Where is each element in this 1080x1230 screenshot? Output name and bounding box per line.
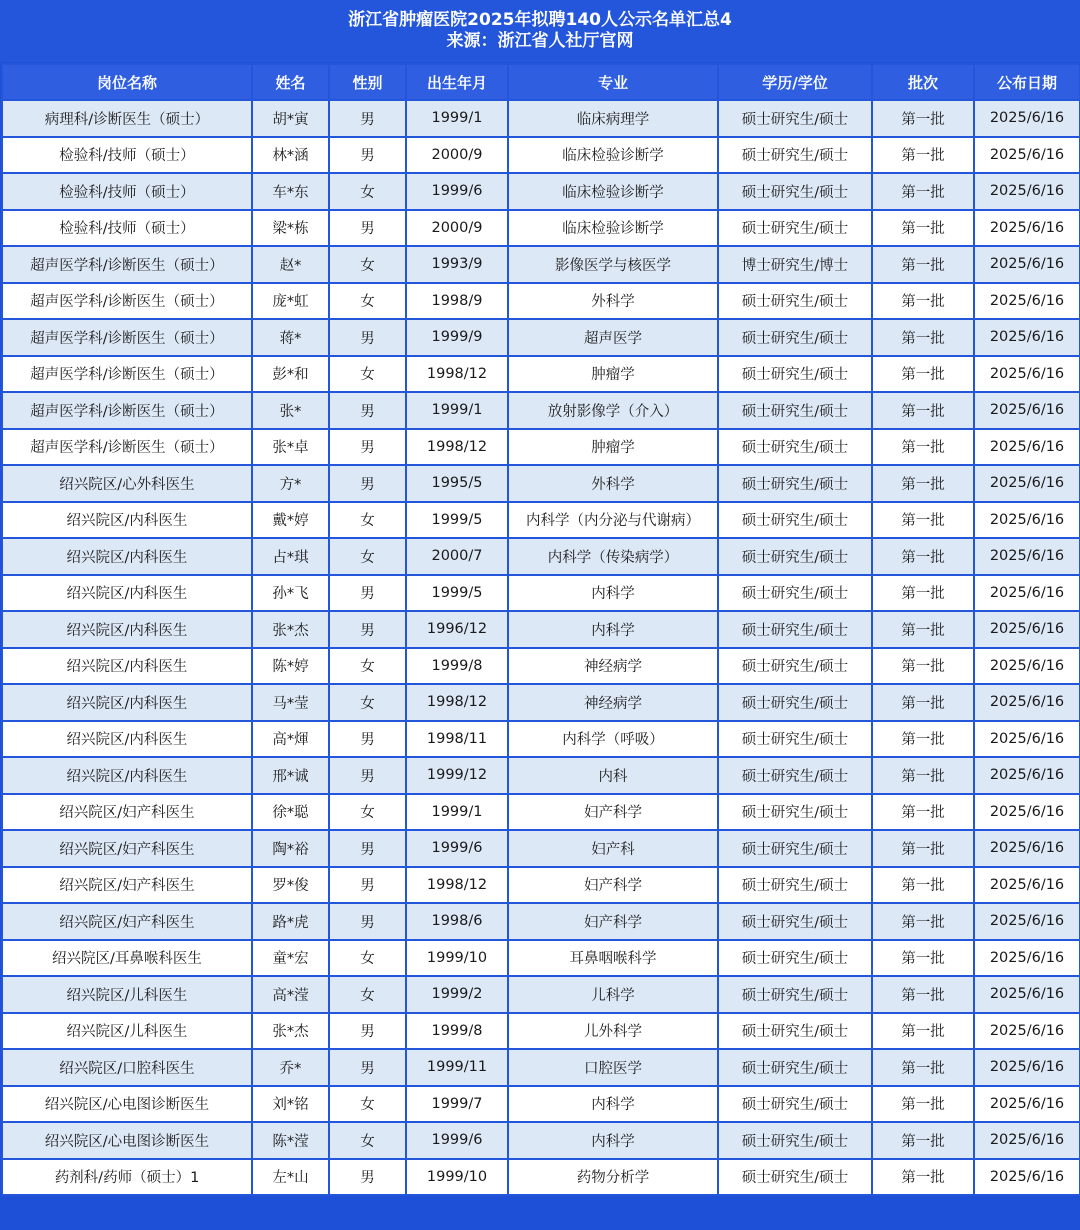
position-cell: 绍兴院区/妇产科医生	[2, 867, 252, 904]
position-cell: 绍兴院区/妇产科医生	[2, 794, 252, 831]
degree-cell: 博士研究生/博士	[718, 246, 872, 283]
name-cell: 赵*	[252, 246, 329, 283]
name-cell: 胡*寅	[252, 100, 329, 137]
birth-cell: 1999/8	[406, 648, 508, 685]
gender-cell: 女	[329, 1086, 406, 1123]
batch-cell: 第一批	[872, 1086, 974, 1123]
gender-cell: 男	[329, 137, 406, 174]
name-cell: 张*卓	[252, 429, 329, 466]
date-cell: 2025/6/16	[974, 538, 1080, 575]
date-cell: 2025/6/16	[974, 1159, 1080, 1196]
name-cell: 邢*诚	[252, 757, 329, 794]
title-banner	[0, 0, 1080, 62]
roster-table	[1, 63, 1080, 1196]
name-cell: 路*虎	[252, 903, 329, 940]
name-cell: 彭*和	[252, 356, 329, 393]
batch-cell: 第一批	[872, 100, 974, 137]
major-cell: 妇产科学	[508, 903, 718, 940]
gender-cell: 男	[329, 210, 406, 247]
date-cell: 2025/6/16	[974, 100, 1080, 137]
batch-cell: 第一批	[872, 757, 974, 794]
batch-cell: 第一批	[872, 1159, 974, 1196]
table-row	[2, 903, 1080, 940]
degree-cell: 硕士研究生/硕士	[718, 1049, 872, 1086]
batch-cell: 第一批	[872, 721, 974, 758]
birth-cell: 1999/6	[406, 173, 508, 210]
birth-cell: 1995/5	[406, 465, 508, 502]
major-cell: 儿科学	[508, 976, 718, 1013]
table-row	[2, 794, 1080, 831]
position-cell: 绍兴院区/妇产科医生	[2, 903, 252, 940]
position-cell: 绍兴院区/心外科医生	[2, 465, 252, 502]
batch-cell: 第一批	[872, 210, 974, 247]
degree-cell: 硕士研究生/硕士	[718, 137, 872, 174]
major-cell: 肿瘤学	[508, 356, 718, 393]
position-cell: 绍兴院区/内科医生	[2, 611, 252, 648]
position-cell: 绍兴院区/耳鼻喉科医生	[2, 940, 252, 977]
document-title: 浙江省肿瘤医院2025年拟聘140人公示名单汇总4	[348, 10, 732, 30]
degree-cell: 硕士研究生/硕士	[718, 210, 872, 247]
major-cell: 外科学	[508, 465, 718, 502]
position-cell: 病理科/诊断医生（硕士）	[2, 100, 252, 137]
degree-cell: 硕士研究生/硕士	[718, 611, 872, 648]
date-cell: 2025/6/16	[974, 1122, 1080, 1159]
position-cell: 绍兴院区/内科医生	[2, 684, 252, 721]
date-cell: 2025/6/16	[974, 794, 1080, 831]
name-cell: 车*东	[252, 173, 329, 210]
birth-cell: 1999/1	[406, 392, 508, 429]
table-row	[2, 611, 1080, 648]
degree-cell: 硕士研究生/硕士	[718, 283, 872, 320]
gender-cell: 女	[329, 940, 406, 977]
table-row	[2, 684, 1080, 721]
birth-cell: 1999/5	[406, 575, 508, 612]
degree-cell: 硕士研究生/硕士	[718, 538, 872, 575]
batch-cell: 第一批	[872, 173, 974, 210]
degree-cell: 硕士研究生/硕士	[718, 830, 872, 867]
degree-cell: 硕士研究生/硕士	[718, 100, 872, 137]
col-header-degree: 学历/学位	[718, 64, 872, 100]
gender-cell: 女	[329, 684, 406, 721]
date-cell: 2025/6/16	[974, 903, 1080, 940]
date-cell: 2025/6/16	[974, 575, 1080, 612]
birth-cell: 1998/12	[406, 356, 508, 393]
batch-cell: 第一批	[872, 830, 974, 867]
position-cell: 绍兴院区/口腔科医生	[2, 1049, 252, 1086]
name-cell: 蒋*	[252, 319, 329, 356]
position-cell: 绍兴院区/内科医生	[2, 648, 252, 685]
birth-cell: 1999/7	[406, 1086, 508, 1123]
degree-cell: 硕士研究生/硕士	[718, 502, 872, 539]
name-cell: 庞*虹	[252, 283, 329, 320]
degree-cell: 硕士研究生/硕士	[718, 903, 872, 940]
table-row	[2, 1086, 1080, 1123]
degree-cell: 硕士研究生/硕士	[718, 1013, 872, 1050]
batch-cell: 第一批	[872, 356, 974, 393]
name-cell: 刘*铭	[252, 1086, 329, 1123]
degree-cell: 硕士研究生/硕士	[718, 356, 872, 393]
batch-cell: 第一批	[872, 976, 974, 1013]
date-cell: 2025/6/16	[974, 283, 1080, 320]
gender-cell: 女	[329, 283, 406, 320]
batch-cell: 第一批	[872, 429, 974, 466]
gender-cell: 女	[329, 502, 406, 539]
name-cell: 孙*飞	[252, 575, 329, 612]
major-cell: 内科学	[508, 1122, 718, 1159]
major-cell: 神经病学	[508, 648, 718, 685]
birth-cell: 1999/2	[406, 976, 508, 1013]
major-cell: 内科学（传染病学）	[508, 538, 718, 575]
position-cell: 超声医学科/诊断医生（硕士）	[2, 429, 252, 466]
position-cell: 超声医学科/诊断医生（硕士）	[2, 283, 252, 320]
gender-cell: 男	[329, 830, 406, 867]
batch-cell: 第一批	[872, 794, 974, 831]
birth-cell: 1999/8	[406, 1013, 508, 1050]
name-cell: 徐*聪	[252, 794, 329, 831]
birth-cell: 1999/10	[406, 940, 508, 977]
date-cell: 2025/6/16	[974, 429, 1080, 466]
gender-cell: 女	[329, 173, 406, 210]
position-cell: 绍兴院区/内科医生	[2, 721, 252, 758]
degree-cell: 硕士研究生/硕士	[718, 684, 872, 721]
birth-cell: 1999/9	[406, 319, 508, 356]
date-cell: 2025/6/16	[974, 1013, 1080, 1050]
name-cell: 张*杰	[252, 611, 329, 648]
birth-cell: 1998/6	[406, 903, 508, 940]
position-cell: 超声医学科/诊断医生（硕士）	[2, 319, 252, 356]
position-cell: 绍兴院区/内科医生	[2, 757, 252, 794]
major-cell: 内科学（呼吸）	[508, 721, 718, 758]
degree-cell: 硕士研究生/硕士	[718, 465, 872, 502]
position-cell: 检验科/技师（硕士）	[2, 210, 252, 247]
table-row	[2, 319, 1080, 356]
batch-cell: 第一批	[872, 684, 974, 721]
name-cell: 陈*滢	[252, 1122, 329, 1159]
date-cell: 2025/6/16	[974, 830, 1080, 867]
table-row	[2, 246, 1080, 283]
birth-cell: 1999/6	[406, 1122, 508, 1159]
major-cell: 神经病学	[508, 684, 718, 721]
birth-cell: 1999/11	[406, 1049, 508, 1086]
table-row	[2, 1013, 1080, 1050]
table-row	[2, 392, 1080, 429]
name-cell: 乔*	[252, 1049, 329, 1086]
degree-cell: 硕士研究生/硕士	[718, 940, 872, 977]
batch-cell: 第一批	[872, 392, 974, 429]
name-cell: 戴*婷	[252, 502, 329, 539]
gender-cell: 男	[329, 319, 406, 356]
gender-cell: 男	[329, 575, 406, 612]
degree-cell: 硕士研究生/硕士	[718, 575, 872, 612]
major-cell: 妇产科	[508, 830, 718, 867]
gender-cell: 男	[329, 611, 406, 648]
birth-cell: 1998/11	[406, 721, 508, 758]
date-cell: 2025/6/16	[974, 502, 1080, 539]
name-cell: 左*山	[252, 1159, 329, 1196]
gender-cell: 男	[329, 429, 406, 466]
degree-cell: 硕士研究生/硕士	[718, 1159, 872, 1196]
position-cell: 超声医学科/诊断医生（硕士）	[2, 392, 252, 429]
name-cell: 童*宏	[252, 940, 329, 977]
gender-cell: 男	[329, 465, 406, 502]
gender-cell: 男	[329, 1159, 406, 1196]
position-cell: 超声医学科/诊断医生（硕士）	[2, 246, 252, 283]
degree-cell: 硕士研究生/硕士	[718, 319, 872, 356]
table-row	[2, 429, 1080, 466]
major-cell: 内科	[508, 757, 718, 794]
degree-cell: 硕士研究生/硕士	[718, 867, 872, 904]
major-cell: 临床检验诊断学	[508, 210, 718, 247]
table-row	[2, 100, 1080, 137]
birth-cell: 2000/9	[406, 137, 508, 174]
gender-cell: 女	[329, 1122, 406, 1159]
position-cell: 绍兴院区/儿科医生	[2, 976, 252, 1013]
major-cell: 内科学（内分泌与代谢病）	[508, 502, 718, 539]
position-cell: 超声医学科/诊断医生（硕士）	[2, 356, 252, 393]
degree-cell: 硕士研究生/硕士	[718, 429, 872, 466]
gender-cell: 男	[329, 1013, 406, 1050]
date-cell: 2025/6/16	[974, 1086, 1080, 1123]
table-row	[2, 538, 1080, 575]
batch-cell: 第一批	[872, 1013, 974, 1050]
name-cell: 张*	[252, 392, 329, 429]
batch-cell: 第一批	[872, 611, 974, 648]
degree-cell: 硕士研究生/硕士	[718, 794, 872, 831]
degree-cell: 硕士研究生/硕士	[718, 976, 872, 1013]
date-cell: 2025/6/16	[974, 137, 1080, 174]
col-header-batch: 批次	[872, 64, 974, 100]
name-cell: 梁*栋	[252, 210, 329, 247]
major-cell: 妇产科学	[508, 867, 718, 904]
batch-cell: 第一批	[872, 319, 974, 356]
batch-cell: 第一批	[872, 137, 974, 174]
major-cell: 肿瘤学	[508, 429, 718, 466]
major-cell: 儿外科学	[508, 1013, 718, 1050]
gender-cell: 男	[329, 867, 406, 904]
name-cell: 罗*俊	[252, 867, 329, 904]
batch-cell: 第一批	[872, 1049, 974, 1086]
birth-cell: 1998/12	[406, 684, 508, 721]
major-cell: 口腔医学	[508, 1049, 718, 1086]
date-cell: 2025/6/16	[974, 684, 1080, 721]
table-row	[2, 757, 1080, 794]
position-cell: 绍兴院区/心电图诊断医生	[2, 1086, 252, 1123]
batch-cell: 第一批	[872, 1122, 974, 1159]
table-row	[2, 210, 1080, 247]
birth-cell: 1999/5	[406, 502, 508, 539]
degree-cell: 硕士研究生/硕士	[718, 392, 872, 429]
position-cell: 绍兴院区/内科医生	[2, 502, 252, 539]
table-row	[2, 502, 1080, 539]
birth-cell: 1999/12	[406, 757, 508, 794]
position-cell: 绍兴院区/妇产科医生	[2, 830, 252, 867]
col-header-date: 公布日期	[974, 64, 1080, 100]
major-cell: 影像医学与核医学	[508, 246, 718, 283]
birth-cell: 1998/12	[406, 429, 508, 466]
date-cell: 2025/6/16	[974, 611, 1080, 648]
position-cell: 绍兴院区/内科医生	[2, 575, 252, 612]
degree-cell: 硕士研究生/硕士	[718, 1122, 872, 1159]
table-row	[2, 940, 1080, 977]
birth-cell: 1998/9	[406, 283, 508, 320]
batch-cell: 第一批	[872, 940, 974, 977]
gender-cell: 男	[329, 1049, 406, 1086]
gender-cell: 女	[329, 246, 406, 283]
degree-cell: 硕士研究生/硕士	[718, 173, 872, 210]
name-cell: 马*莹	[252, 684, 329, 721]
table-row	[2, 648, 1080, 685]
name-cell: 张*杰	[252, 1013, 329, 1050]
name-cell: 高*煇	[252, 721, 329, 758]
degree-cell: 硕士研究生/硕士	[718, 757, 872, 794]
name-cell: 陶*裕	[252, 830, 329, 867]
major-cell: 药物分析学	[508, 1159, 718, 1196]
roster-body	[2, 100, 1080, 1195]
gender-cell: 女	[329, 976, 406, 1013]
source-line: 来源：浙江省人社厅官网	[446, 31, 634, 51]
col-header-name: 姓名	[252, 64, 329, 100]
name-cell: 占*琪	[252, 538, 329, 575]
degree-cell: 硕士研究生/硕士	[718, 648, 872, 685]
batch-cell: 第一批	[872, 903, 974, 940]
gender-cell: 男	[329, 100, 406, 137]
table-row	[2, 137, 1080, 174]
date-cell: 2025/6/16	[974, 210, 1080, 247]
date-cell: 2025/6/16	[974, 976, 1080, 1013]
gender-cell: 女	[329, 794, 406, 831]
major-cell: 外科学	[508, 283, 718, 320]
major-cell: 临床检验诊断学	[508, 137, 718, 174]
gender-cell: 男	[329, 903, 406, 940]
name-cell: 高*滢	[252, 976, 329, 1013]
position-cell: 检验科/技师（硕士）	[2, 137, 252, 174]
gender-cell: 女	[329, 648, 406, 685]
name-cell: 林*涵	[252, 137, 329, 174]
major-cell: 妇产科学	[508, 794, 718, 831]
table-row	[2, 575, 1080, 612]
table-row	[2, 867, 1080, 904]
gender-cell: 女	[329, 538, 406, 575]
table-row	[2, 1122, 1080, 1159]
date-cell: 2025/6/16	[974, 246, 1080, 283]
col-header-major: 专业	[508, 64, 718, 100]
batch-cell: 第一批	[872, 575, 974, 612]
batch-cell: 第一批	[872, 867, 974, 904]
date-cell: 2025/6/16	[974, 940, 1080, 977]
birth-cell: 1999/10	[406, 1159, 508, 1196]
gender-cell: 男	[329, 757, 406, 794]
major-cell: 超声医学	[508, 319, 718, 356]
date-cell: 2025/6/16	[974, 465, 1080, 502]
gender-cell: 男	[329, 721, 406, 758]
name-cell: 陈*婷	[252, 648, 329, 685]
batch-cell: 第一批	[872, 465, 974, 502]
birth-cell: 1999/1	[406, 794, 508, 831]
position-cell: 绍兴院区/内科医生	[2, 538, 252, 575]
birth-cell: 2000/9	[406, 210, 508, 247]
position-cell: 检验科/技师（硕士）	[2, 173, 252, 210]
col-header-position: 岗位名称	[2, 64, 252, 100]
date-cell: 2025/6/16	[974, 319, 1080, 356]
gender-cell: 女	[329, 356, 406, 393]
date-cell: 2025/6/16	[974, 648, 1080, 685]
date-cell: 2025/6/16	[974, 356, 1080, 393]
table-row	[2, 283, 1080, 320]
major-cell: 临床病理学	[508, 100, 718, 137]
degree-cell: 硕士研究生/硕士	[718, 1086, 872, 1123]
table-row	[2, 830, 1080, 867]
date-cell: 2025/6/16	[974, 392, 1080, 429]
table-row	[2, 1159, 1080, 1196]
table-row	[2, 356, 1080, 393]
degree-cell: 硕士研究生/硕士	[718, 721, 872, 758]
major-cell: 耳鼻咽喉科学	[508, 940, 718, 977]
major-cell: 内科学	[508, 575, 718, 612]
date-cell: 2025/6/16	[974, 173, 1080, 210]
position-cell: 绍兴院区/儿科医生	[2, 1013, 252, 1050]
birth-cell: 2000/7	[406, 538, 508, 575]
birth-cell: 1999/6	[406, 830, 508, 867]
batch-cell: 第一批	[872, 648, 974, 685]
birth-cell: 1999/1	[406, 100, 508, 137]
table-row	[2, 721, 1080, 758]
birth-cell: 1993/9	[406, 246, 508, 283]
major-cell: 内科学	[508, 1086, 718, 1123]
birth-cell: 1996/12	[406, 611, 508, 648]
name-cell: 方*	[252, 465, 329, 502]
major-cell: 临床检验诊断学	[508, 173, 718, 210]
position-cell: 药剂科/药师（硕士）1	[2, 1159, 252, 1196]
table-row	[2, 1049, 1080, 1086]
date-cell: 2025/6/16	[974, 757, 1080, 794]
date-cell: 2025/6/16	[974, 867, 1080, 904]
major-cell: 放射影像学（介入）	[508, 392, 718, 429]
table-row	[2, 465, 1080, 502]
col-header-birth: 出生年月	[406, 64, 508, 100]
gender-cell: 男	[329, 392, 406, 429]
position-cell: 绍兴院区/心电图诊断医生	[2, 1122, 252, 1159]
batch-cell: 第一批	[872, 538, 974, 575]
date-cell: 2025/6/16	[974, 721, 1080, 758]
batch-cell: 第一批	[872, 502, 974, 539]
major-cell: 内科学	[508, 611, 718, 648]
batch-cell: 第一批	[872, 246, 974, 283]
table-row	[2, 173, 1080, 210]
date-cell: 2025/6/16	[974, 1049, 1080, 1086]
header-row	[2, 64, 1080, 100]
table-row	[2, 976, 1080, 1013]
batch-cell: 第一批	[872, 283, 974, 320]
col-header-gender: 性别	[329, 64, 406, 100]
birth-cell: 1998/12	[406, 867, 508, 904]
